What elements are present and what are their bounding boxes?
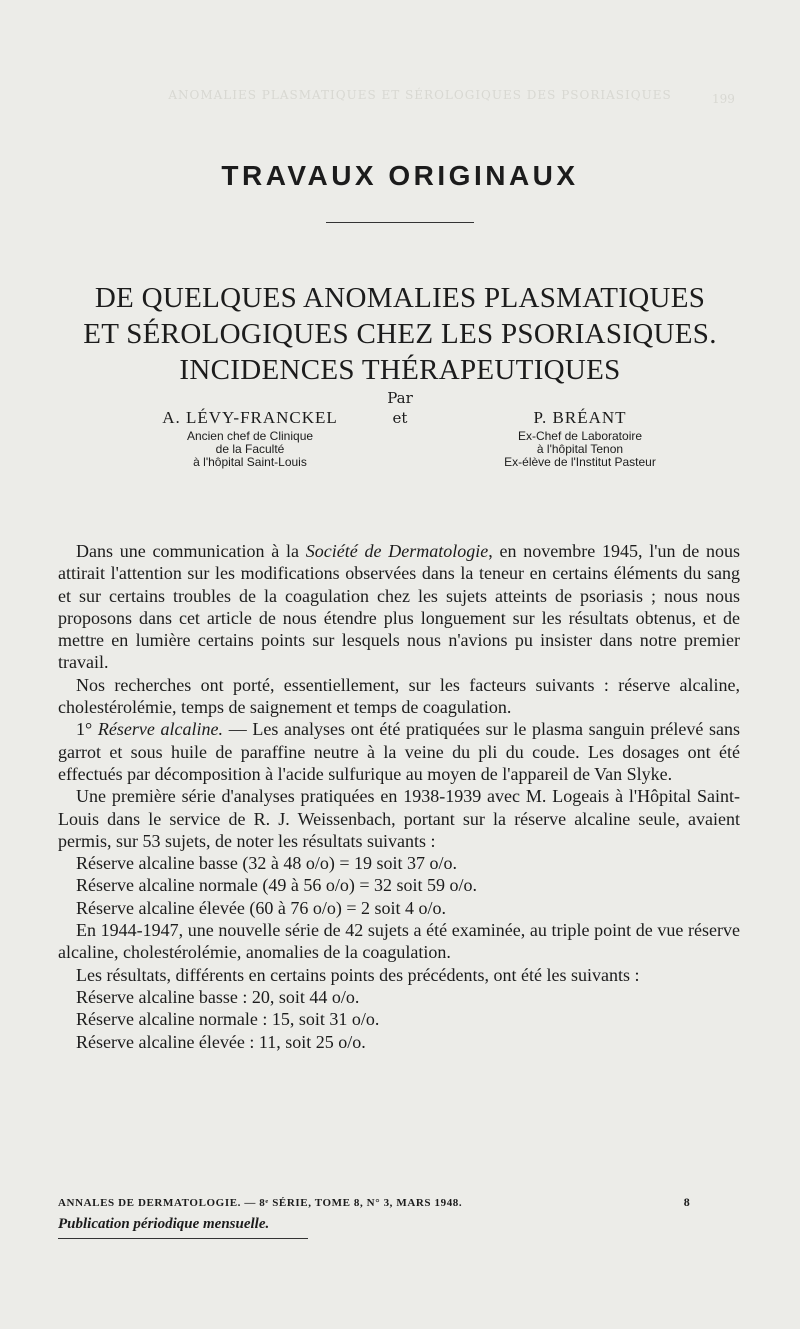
paragraph-intro-end: , en novembre 1945, l'un de nous attirait l'attention sur les modifications observées dans la teneur en certains éléments du sang et sur certains troubles de la coagulation chez les sujets atteints de psoriasis ; nous nous proposons dans cet article de nous étendre plus longuement sur les résultats obtenus, et de mettre en lumière certains points sur lesquels nous n'avions pu insister dans notre premier travail. bbox=[58, 541, 740, 673]
author-2-affiliation-2: à l'hôpital Tenon bbox=[536, 442, 624, 456]
section-number: 1° bbox=[76, 719, 98, 740]
footer-divider bbox=[58, 1238, 308, 1239]
paragraph-reserve-alcaline bbox=[58, 718, 740, 785]
author-2 bbox=[460, 406, 700, 469]
byline-par: Par bbox=[387, 389, 413, 407]
author-2-affiliation-3: Ex-élève de l'Institut Pasteur bbox=[504, 455, 656, 469]
result-line: Réserve alcaline basse (32 à 48 o/o) = 19 soit 37 o/o. bbox=[76, 853, 458, 874]
paragraph-methods: — Les analyses ont été pratiquées sur le plasma sanguin prélevé sans garrot et sous huile de paraffine neutre à la veine du pli du coude. Les dosages ont été effectués par décomposition à l'acide sulfurique au moyen de l'appareil de Van Slyke. bbox=[58, 719, 740, 784]
author-2-affiliation-1: Ex-Chef de Laboratoire bbox=[517, 429, 643, 443]
title-line-3: INCIDENCES THÉRAPEUTIQUES bbox=[179, 354, 621, 386]
footer-journal-line bbox=[58, 1195, 740, 1210]
result-line: Réserve alcaline élevée : 11, soit 25 o/o. bbox=[76, 1031, 366, 1052]
author-1-affiliation-1: Ancien chef de Clinique bbox=[186, 429, 314, 443]
signature-mark: 8 bbox=[683, 1195, 690, 1209]
paragraph-intro bbox=[58, 540, 740, 674]
result-line: Réserve alcaline basse : 20, soit 44 o/o. bbox=[76, 986, 360, 1007]
journal-reference: Société de Dermatologie bbox=[305, 541, 489, 561]
result-line: Réserve alcaline élevée (60 à 76 o/o) = 2 soit 4 o/o. bbox=[76, 897, 447, 918]
result-line: Réserve alcaline normale : 15, soit 31 o/o. bbox=[76, 1009, 380, 1030]
byline-et: et bbox=[392, 409, 408, 427]
author-2-name: P. BRÉANT bbox=[533, 408, 627, 427]
bleed-through-page-number: 199 bbox=[712, 92, 735, 106]
author-1-affiliation-2: de la Faculté bbox=[215, 442, 285, 456]
paragraph-first-series: Une première série d'analyses pratiquées en 1938-1939 avec M. Logeais à l'Hôpital Saint-Louis dans le service de R. J. Weissenbach, portant sur la réserve alcaline seule, avaient permis, sur 53 sujets, de noter les résultats suivants : bbox=[58, 786, 740, 851]
author-1-affiliation-3: à l'hôpital Saint-Louis bbox=[193, 455, 307, 469]
journal-citation: ANNALES DE DERMATOLOGIE. — 8ᵉ SÉRIE, TOME 8, N° 3, MARS 1948. bbox=[58, 1197, 463, 1209]
title-divider bbox=[326, 222, 474, 223]
paragraph-factors: Nos recherches ont porté, essentiellement, sur les facteurs suivants : réserve alcaline, cholestérolémie, temps de saignement et temps de coagulation. bbox=[58, 674, 740, 718]
article-body bbox=[58, 540, 740, 1053]
paragraph-results-intro: Les résultats, différents en certains points des précédents, ont été les suivants : bbox=[76, 964, 640, 985]
section-heading: TRAVAUX ORIGINAUX bbox=[221, 160, 579, 191]
bleed-through-header: ANOMALIES PLASMATIQUES ET SÉROLOGIQUES DES PSORIASIQUES bbox=[168, 88, 672, 102]
title-line-2: ET SÉROLOGIQUES CHEZ LES PSORIASIQUES. bbox=[83, 318, 717, 350]
paragraph-second-series: En 1944-1947, une nouvelle série de 42 sujets a été examinée, au triple point de vue réserve alcaline, cholestérolémie, anomalies de la coagulation. bbox=[58, 920, 740, 963]
subsection-heading: Réserve alcaline. bbox=[97, 719, 224, 740]
title-line-1: DE QUELQUES ANOMALIES PLASMATIQUES bbox=[94, 282, 706, 314]
result-line: Réserve alcaline normale (49 à 56 o/o) = 32 soit 59 o/o. bbox=[76, 875, 478, 896]
author-1 bbox=[130, 406, 370, 469]
publication-note: Publication périodique mensuelle. bbox=[58, 1216, 270, 1232]
paragraph-intro-start: Dans une communication à la bbox=[76, 541, 306, 561]
author-1-name: A. LÉVY-FRANCKEL bbox=[162, 408, 338, 427]
article-title bbox=[40, 280, 760, 388]
